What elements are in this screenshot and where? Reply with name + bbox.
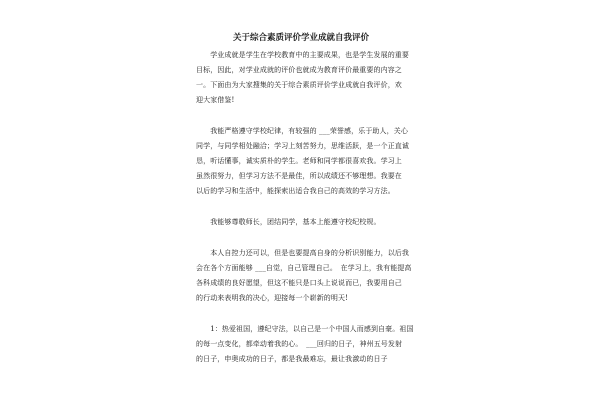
paragraph-line: 学业成就是学生在学校教育中的主要成果，也是学生发展的重要 xyxy=(196,51,409,59)
paragraph-line: 迎大家借鉴! xyxy=(196,96,235,104)
paragraph-discipline xyxy=(196,124,409,199)
paragraph-line: 本人自控力还可以，但是也要提高自身的分析识别能力，以后我 xyxy=(196,249,409,257)
paragraph-line: 的每一点变化，都牵动着我的心。 ___回归的日子，神州五号发射 xyxy=(196,340,403,348)
paragraph-line: 虽然很努力，但学习方法不是最佳，所以成绩还不够理想。我要在 xyxy=(196,172,402,180)
paragraph-intro xyxy=(196,48,409,108)
paragraph-line: 的日子，申奥成功的日子，都是我最难忘，最让我激动的日子 xyxy=(196,355,388,363)
document-body xyxy=(196,20,414,367)
paragraph-patriotism xyxy=(196,322,414,367)
paragraph-spacer xyxy=(196,306,406,322)
paragraph-line: 我能严格遵守学校纪律，有较强的 ___荣誉感，乐于助人，关心 xyxy=(196,127,408,135)
paragraph-line: 1：热爱祖国，遵纪守法，以自己是一个中国人而感到自豪。祖国 xyxy=(196,325,414,333)
paragraph-line: 目标，因此，对学业成就的评价也就成为教育评价最重要的内容之 xyxy=(196,66,402,74)
paragraph-line: 恳，听话懂事，诚实质朴的学生。老师和同学都很喜欢我。学习上 xyxy=(196,157,402,165)
paragraph-spacer xyxy=(196,199,406,215)
paragraph-line: 以后的学习和生活中，能探索出适合我自己的高效的学习方法。 xyxy=(196,187,395,195)
paragraph-spacer xyxy=(196,230,406,246)
paragraph-line: 各科成绩的良好愿望，但这不能只是口头上说说而已，我要用自己 xyxy=(196,279,402,287)
paragraph-respect xyxy=(196,215,406,230)
paragraph-self-control xyxy=(196,246,412,306)
document-title: 关于综合素质评价学业成就自我评价 xyxy=(232,33,369,43)
paragraph-line: 我能够尊敬师长，团结同学，基本上能遵守校纪校规。 xyxy=(196,218,381,226)
paragraph-line: 会在各个方面能够 ___自觉，自己管理自己。 在学习上，我有能提高 xyxy=(196,264,412,272)
paragraph-line: 同学，与同学相处融洽；学习上刻苦努力，思维活跃，是一个正直诚 xyxy=(196,142,409,150)
paragraph-line: 一。下面由为大家搜集的关于综合素质评价学业成就自我评价，欢 xyxy=(196,81,402,89)
paragraph-spacer xyxy=(196,108,406,124)
paragraph-line: 的行动来表明我的决心，迎接每一个崭新的明天! xyxy=(196,294,349,302)
